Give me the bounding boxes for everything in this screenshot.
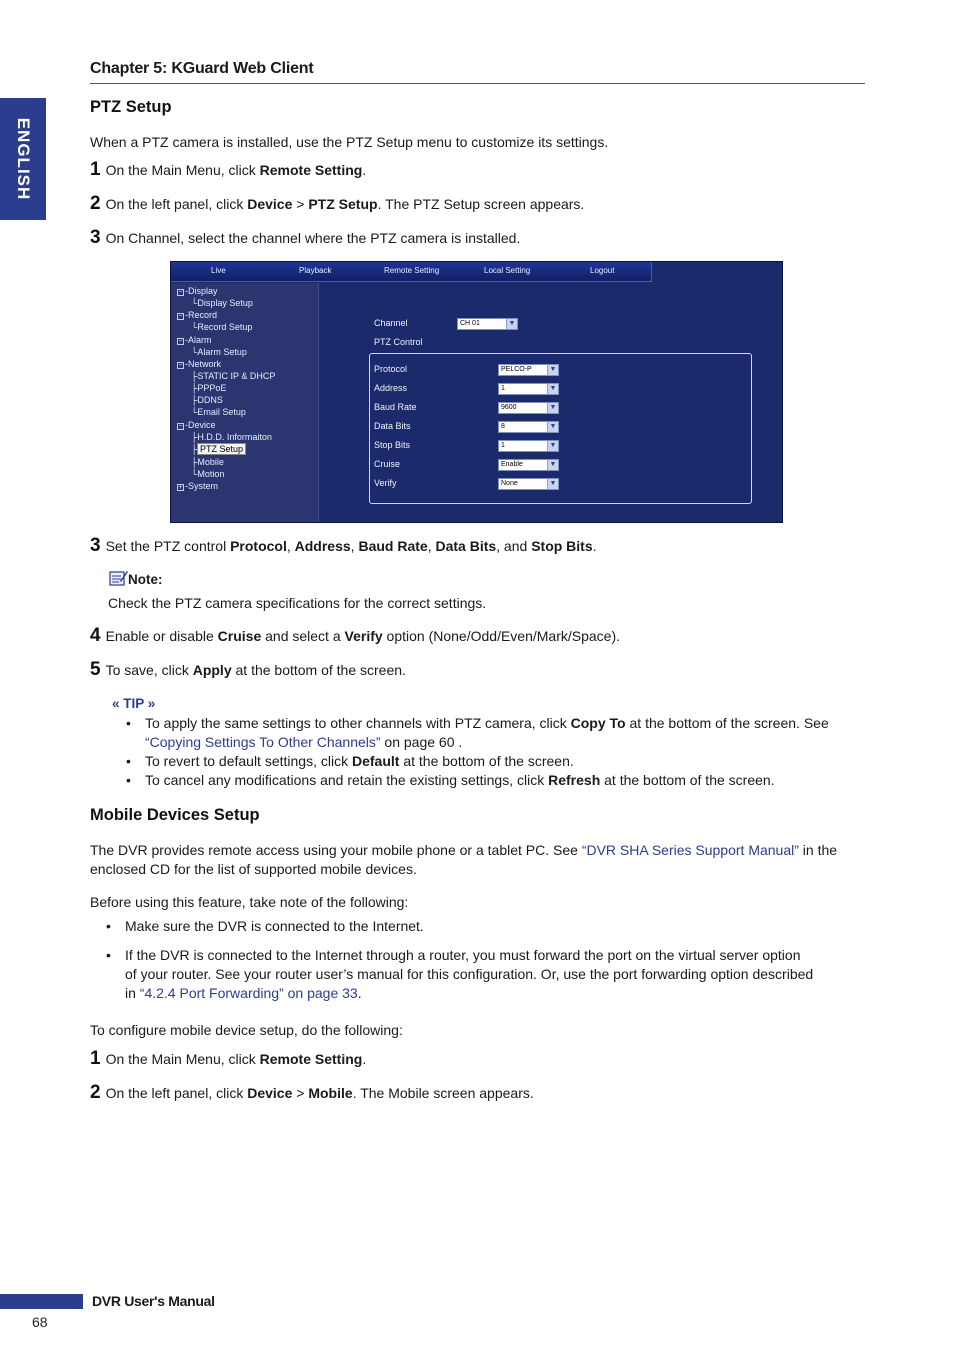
verify-select[interactable]: None ▼ bbox=[498, 478, 559, 490]
mobile-before-note: Before using this feature, take note of the following: bbox=[90, 894, 409, 910]
step-bold: Verify bbox=[344, 628, 383, 644]
chevron-down-icon: ▼ bbox=[506, 319, 517, 329]
note-text: Check the PTZ camera specifications for the correct settings. bbox=[108, 595, 487, 611]
ptz-step-2 bbox=[90, 193, 584, 215]
mobile-bullet-1 bbox=[105, 917, 865, 936]
collapse-icon: − bbox=[178, 423, 183, 430]
ptz-setup-screenshot bbox=[170, 261, 783, 523]
tip-list bbox=[125, 714, 865, 790]
collapse-icon: − bbox=[178, 338, 183, 345]
language-tab-label: ENGLISH bbox=[14, 117, 33, 201]
page-number: 68 bbox=[32, 1314, 48, 1330]
settings-tree bbox=[171, 283, 319, 522]
step-number: 2 bbox=[90, 1082, 101, 1103]
protocol-label: Protocol bbox=[374, 364, 408, 374]
tip-item: • To revert to default settings, click Default at the bottom of the screen. bbox=[125, 752, 865, 771]
menu-local-setting[interactable]: Local Setting bbox=[484, 266, 531, 275]
footer-manual-title: DVR User's Manual bbox=[92, 1293, 215, 1309]
tree-static-ip[interactable]: ├STATIC IP & DHCP bbox=[191, 371, 276, 381]
step-bold: Stop Bits bbox=[531, 538, 593, 554]
step-bold: Remote Setting bbox=[259, 162, 363, 178]
note-icon bbox=[108, 569, 128, 587]
step-number: 4 bbox=[90, 625, 101, 646]
chapter-title: Chapter 5: KGuard Web Client bbox=[90, 60, 314, 77]
data-bits-label: Data Bits bbox=[374, 421, 411, 431]
step-number: 5 bbox=[90, 659, 101, 680]
step-bold: Baud Rate bbox=[358, 538, 428, 554]
step-text: > bbox=[292, 196, 309, 212]
copying-settings-link[interactable]: “Copying Settings To Other Channels” bbox=[145, 734, 381, 750]
mobile-bullet-2 bbox=[105, 946, 865, 1003]
step-text: On the left panel, click bbox=[105, 196, 248, 212]
stop-bits-select[interactable]: 1 ▼ bbox=[498, 440, 559, 452]
bullet-item: • If the DVR is connected to the Internet through a router, you must forward the port on the virtual server option of your router. See your router user’s manual for this configuration. Or, use the port forwarding option described in “4.2.4 Port Forwarding” on page 33. bbox=[105, 946, 865, 1003]
step-bold: Remote Setting bbox=[259, 1051, 363, 1067]
step-text: . bbox=[362, 162, 367, 178]
language-tab bbox=[0, 98, 46, 220]
mobile-step-2 bbox=[90, 1082, 534, 1104]
tree-display-setup[interactable]: └Display Setup bbox=[191, 298, 253, 308]
step-bold: Device bbox=[247, 1085, 293, 1101]
tree-hdd-info[interactable]: ├H.D.D. Informaiton bbox=[191, 432, 272, 442]
step-text: . bbox=[592, 538, 597, 554]
tip-item: • To apply the same settings to other channels with PTZ camera, click Copy To at the bottom of the screen. See “Copying Settings To Other Channels” on page 60 . bbox=[125, 714, 865, 752]
channel-select[interactable]: CH 01 ▼ bbox=[457, 318, 518, 330]
menu-playback[interactable]: Playback bbox=[299, 266, 332, 275]
tree-email-setup[interactable]: └Email Setup bbox=[191, 407, 246, 417]
chevron-down-icon: ▼ bbox=[547, 403, 558, 413]
ptz-control-label: PTZ Control bbox=[374, 337, 423, 347]
cruise-label: Cruise bbox=[374, 459, 401, 469]
tree-motion[interactable]: └Motion bbox=[191, 469, 225, 479]
address-label: Address bbox=[374, 383, 408, 393]
tree-pppoe[interactable]: ├PPPoE bbox=[191, 383, 227, 393]
mobile-configure-text: To configure mobile device setup, do the following: bbox=[90, 1022, 403, 1038]
menu-bar-spacer bbox=[651, 262, 782, 282]
step-bold: Apply bbox=[192, 662, 232, 678]
step-bold: Mobile bbox=[308, 1085, 353, 1101]
step-text: . The Mobile screen appears. bbox=[352, 1085, 534, 1101]
menu-remote-setting[interactable]: Remote Setting bbox=[384, 266, 440, 275]
step-text: Set the PTZ control bbox=[105, 538, 231, 554]
ptz-step-3 bbox=[90, 227, 520, 249]
mobile-section-title: Mobile Devices Setup bbox=[90, 806, 260, 824]
ptz-step-1 bbox=[90, 159, 366, 181]
tree-alarm-setup[interactable]: └Alarm Setup bbox=[191, 347, 247, 357]
step-text: at the bottom of the screen. bbox=[231, 662, 406, 678]
step-number: 3 bbox=[90, 535, 101, 556]
step-text: . The PTZ Setup screen appears. bbox=[377, 196, 585, 212]
note-heading bbox=[108, 569, 163, 589]
tree-record-setup[interactable]: └Record Setup bbox=[191, 322, 253, 332]
step-bold: Data Bits bbox=[435, 538, 497, 554]
step-text: On the Main Menu, click bbox=[105, 1051, 260, 1067]
ptz-control-group bbox=[369, 353, 752, 504]
tree-alarm[interactable]: − -Alarm bbox=[178, 335, 212, 345]
tip-item: • To cancel any modifications and retain the existing settings, click Refresh at the bottom of the screen. bbox=[125, 771, 865, 790]
chevron-down-icon: ▼ bbox=[547, 460, 558, 470]
bullet-item: • Make sure the DVR is connected to the Internet. bbox=[105, 917, 865, 936]
stop-bits-label: Stop Bits bbox=[374, 440, 411, 450]
tip-label: « TIP » bbox=[112, 696, 156, 711]
ptz-intro: When a PTZ camera is installed, use the PTZ Setup menu to customize its settings. bbox=[90, 134, 609, 150]
step-text: option (None/Odd/Even/Mark/Space). bbox=[382, 628, 620, 644]
step-bold: Device bbox=[247, 196, 293, 212]
verify-label: Verify bbox=[374, 478, 397, 488]
footer-accent-bar bbox=[0, 1294, 83, 1309]
baud-rate-label: Baud Rate bbox=[374, 402, 417, 412]
chevron-down-icon: ▼ bbox=[547, 422, 558, 432]
step-text: , and bbox=[496, 538, 532, 554]
ptz-step-5 bbox=[90, 659, 406, 681]
chevron-down-icon: ▼ bbox=[547, 365, 558, 375]
baud-rate-select[interactable]: 9600 ▼ bbox=[498, 402, 559, 414]
cruise-select[interactable]: Enable ▼ bbox=[498, 459, 559, 471]
step-text: On the Main Menu, click bbox=[105, 162, 260, 178]
tree-ddns[interactable]: ├DDNS bbox=[191, 395, 223, 405]
tree-ptz-prefix: ├ bbox=[191, 444, 198, 454]
collapse-icon: − bbox=[178, 362, 183, 369]
step-text: , bbox=[350, 538, 359, 554]
step-text: To save, click bbox=[105, 662, 193, 678]
tree-network[interactable]: − -Network bbox=[178, 359, 222, 369]
step-bold: Address bbox=[294, 538, 351, 554]
channel-label: Channel bbox=[374, 318, 408, 328]
menu-live[interactable]: Live bbox=[211, 266, 226, 275]
header-divider bbox=[90, 83, 865, 84]
main-menu-bar bbox=[171, 262, 651, 282]
menu-logout[interactable]: Logout bbox=[590, 266, 615, 275]
ptz-section-title: PTZ Setup bbox=[90, 98, 172, 116]
step-number: 3 bbox=[90, 227, 101, 248]
step-number: 1 bbox=[90, 1048, 101, 1069]
step-bold: Protocol bbox=[230, 538, 287, 554]
tree-device[interactable]: − -Device bbox=[178, 420, 216, 430]
step-text: , bbox=[427, 538, 436, 554]
ptz-step-4 bbox=[90, 625, 620, 647]
tree-display[interactable]: − -Display bbox=[178, 286, 218, 296]
step-text: On Channel, select the channel where the PTZ camera is installed. bbox=[105, 230, 521, 246]
step-text: . bbox=[362, 1051, 367, 1067]
ptz-step-3b bbox=[90, 535, 597, 557]
data-bits-select[interactable]: 8 ▼ bbox=[498, 421, 559, 433]
tree-system[interactable]: + -System bbox=[178, 481, 219, 491]
collapse-icon: − bbox=[178, 289, 183, 296]
mobile-step-1 bbox=[90, 1048, 366, 1070]
mobile-intro: The DVR provides remote access using your mobile phone or a tablet PC. See “DVR SHA Series Support Manual” in the enclosed CD for the list of supported mobile devices. bbox=[90, 842, 838, 877]
step-bold: Cruise bbox=[217, 628, 262, 644]
collapse-icon: − bbox=[178, 313, 183, 320]
step-text: Enable or disable bbox=[105, 628, 218, 644]
step-text: and select a bbox=[261, 628, 345, 644]
address-select[interactable]: 1 ▼ bbox=[498, 383, 559, 395]
step-number: 1 bbox=[90, 159, 101, 180]
chevron-down-icon: ▼ bbox=[547, 441, 558, 451]
note-label: Note: bbox=[128, 572, 163, 587]
step-text: On the left panel, click bbox=[105, 1085, 248, 1101]
ptz-settings-pane bbox=[320, 283, 782, 522]
protocol-select[interactable]: PELCO-P ▼ bbox=[498, 364, 559, 376]
chevron-down-icon: ▼ bbox=[547, 479, 558, 489]
tree-record[interactable]: − -Record bbox=[178, 310, 218, 320]
step-number: 2 bbox=[90, 193, 101, 214]
support-manual-link[interactable]: “DVR SHA Series Support Manual” bbox=[581, 842, 799, 858]
port-forwarding-link[interactable]: “4.2.4 Port Forwarding” on page 33 bbox=[139, 985, 358, 1001]
step-bold: PTZ Setup bbox=[308, 196, 378, 212]
step-text: > bbox=[292, 1085, 309, 1101]
expand-icon: + bbox=[178, 484, 183, 491]
tree-mobile[interactable]: ├Mobile bbox=[191, 457, 224, 467]
tree-ptz-setup[interactable]: PTZ Setup bbox=[197, 443, 246, 455]
step-text: , bbox=[286, 538, 295, 554]
chevron-down-icon: ▼ bbox=[547, 384, 558, 394]
